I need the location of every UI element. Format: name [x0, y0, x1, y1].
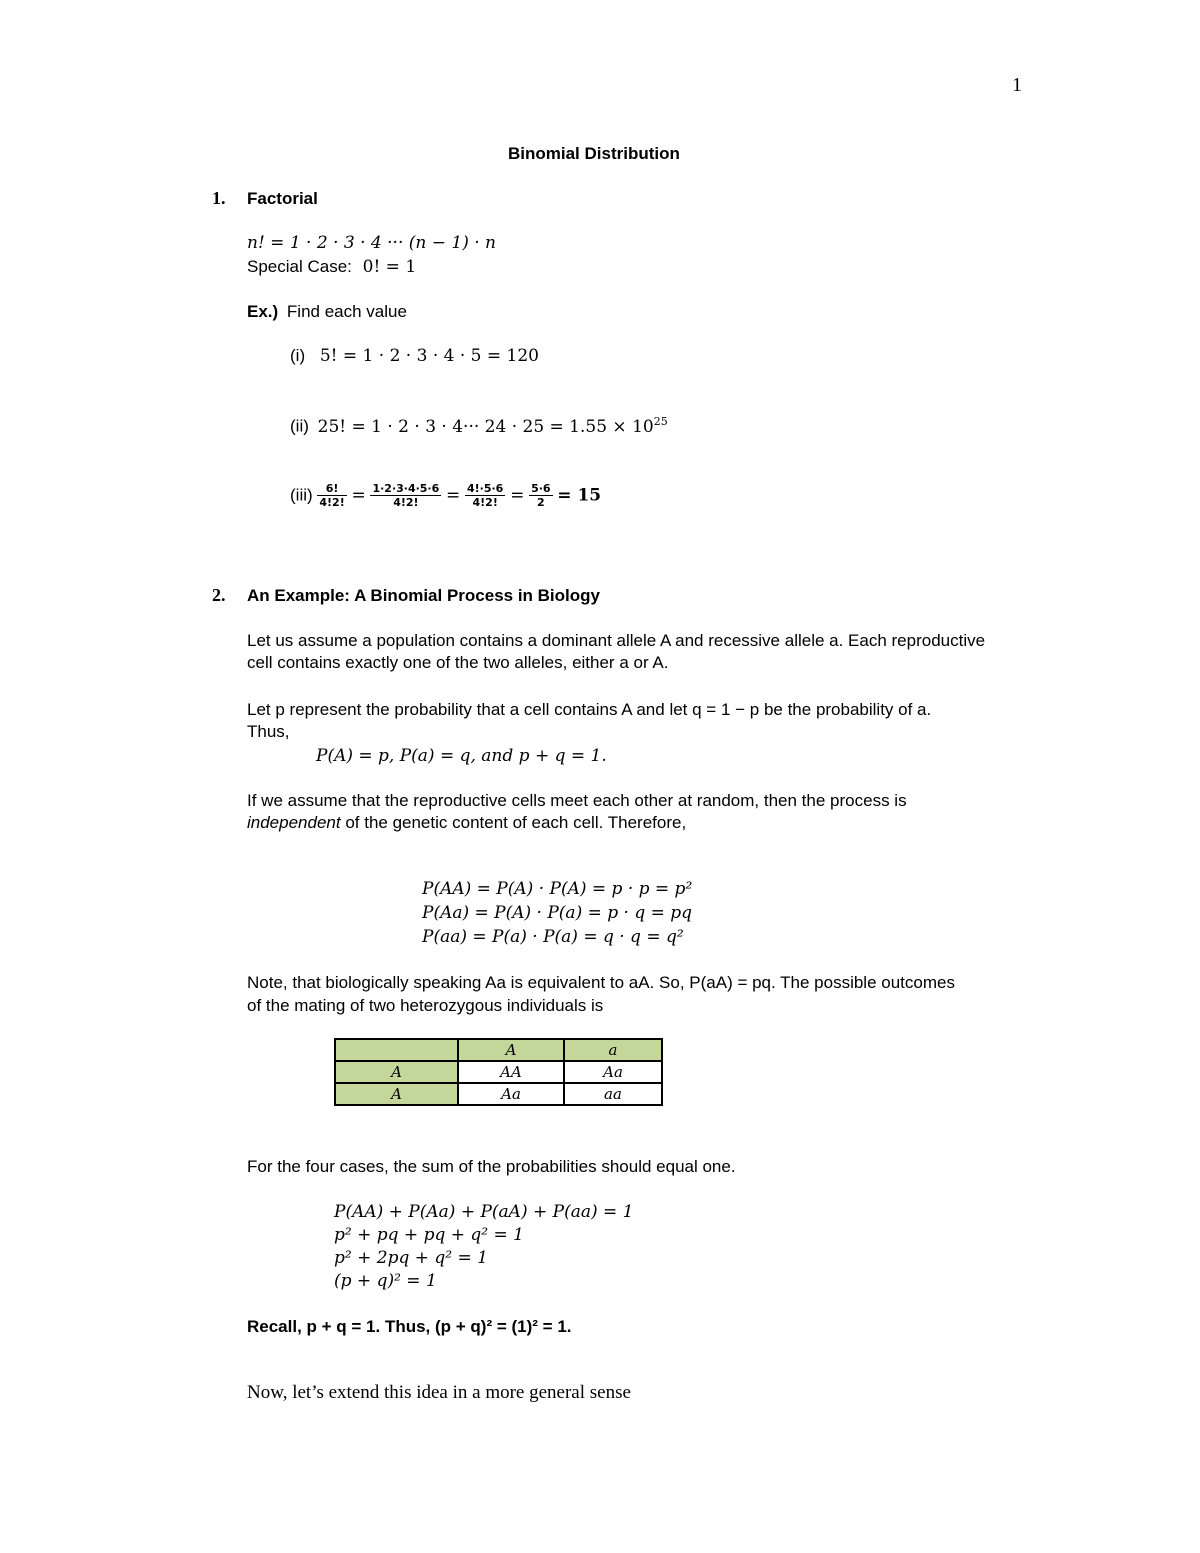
table-cell: AA [458, 1061, 564, 1083]
para3-line2-rest: of the genetic content of each cell. Therefore, [340, 813, 687, 832]
fraction-3: $\frac{4!\cdot 5\cdot 6}{4!2!}$ [467, 482, 504, 509]
table-row [335, 1061, 662, 1083]
example-i-equation: 5! = 1 · 2 · 3 · 4 · 5 = 120 [319, 346, 539, 366]
example-iii [290, 482, 601, 509]
equation-aa: P(aa) = P(a) · P(a) = q · q = q² [422, 927, 684, 947]
punnett-square-table [334, 1038, 663, 1106]
fraction-2: $\frac{1\cdot 2\cdot 3\cdot 4\cdot 5\cdot 6}{4!2!}$ [372, 482, 440, 509]
page-title: Binomial Distribution [508, 144, 680, 163]
section2-number: 2. [212, 585, 226, 605]
equals-sign: = [351, 485, 366, 506]
equals-sign: = [446, 485, 461, 506]
section1-heading: Factorial [247, 189, 318, 208]
closing-line: Now, let’s extend this idea in a more general sense [247, 1382, 631, 1403]
para1-line1: Let us assume a population contains a dominant allele A and recessive allele a. Each reproductive [247, 631, 986, 650]
table-cell: Aa [458, 1083, 564, 1105]
example-i [290, 346, 539, 366]
fraction-1: $\frac{6!}{4!2!}$ [319, 482, 345, 509]
table-header-cell: a [564, 1039, 662, 1061]
sum-equation-1: P(AA) + P(Aa) + P(aA) + P(aa) = 1 [334, 1202, 634, 1222]
example-ii-equation: 25! = 1 · 2 · 3 · 4··· 24 · 25 = 1.55 × 10 [317, 416, 654, 437]
example-ii-exponent: 25 [653, 415, 668, 428]
equals-sign: = [510, 485, 525, 506]
example-label: Ex.) [247, 302, 279, 321]
special-case-value: 0! = 1 [362, 257, 417, 277]
sum-equation-2: p² + pq + pq + q² = 1 [334, 1225, 524, 1245]
example-heading [247, 302, 407, 322]
table-header-cell [335, 1039, 458, 1061]
special-case [247, 257, 416, 277]
fraction-4: $\frac{5\cdot 6}{2}$ [531, 482, 551, 509]
table-row [335, 1039, 662, 1061]
independent-emphasis: independent [247, 813, 341, 832]
sum-text: For the four cases, the sum of the probabilities should equal one. [247, 1157, 736, 1176]
para3-line2 [247, 813, 686, 833]
example-i-label: (i) [290, 346, 306, 365]
table-cell: aa [564, 1083, 662, 1105]
example-ii-label: (ii) [290, 416, 309, 436]
table-cell: Aa [564, 1061, 662, 1083]
equation-Aa: P(Aa) = P(A) · P(a) = p · q = pq [422, 903, 693, 923]
recall-line: Recall, p + q = 1. Thus, (p + q)² = (1)² = 1. [247, 1317, 572, 1336]
example-iii-label: (iii) [290, 485, 313, 505]
example-ii [290, 415, 668, 437]
page-number: 1 [1012, 74, 1022, 96]
probability-equation: P(A) = p, P(a) = q, and p + q = 1. [316, 746, 607, 766]
example-text: Find each value [286, 302, 407, 321]
para2-line2: Thus, [247, 722, 290, 741]
table-row [335, 1083, 662, 1105]
para3-line1: If we assume that the reproductive cells meet each other at random, then the process is [247, 791, 907, 810]
para1-line2: cell contains exactly one of the two alleles, either a or A. [247, 653, 669, 672]
para2-line1: Let p represent the probability that a cell contains A and let q = 1 − p be the probability of a. [247, 700, 932, 719]
note-line2: of the mating of two heterozygous individuals is [247, 996, 604, 1015]
sum-equation-3: p² + 2pq + q² = 1 [334, 1248, 488, 1268]
sum-equation-4: (p + q)² = 1 [334, 1271, 437, 1291]
example-iii-result: = 15 [557, 485, 602, 506]
table-header-cell: A [458, 1039, 564, 1061]
equation-AA: P(AA) = P(A) · P(A) = p · p = p² [422, 879, 693, 899]
note-line1: Note, that biologically speaking Aa is equivalent to aA. So, P(aA) = pq. The possible outcomes [247, 973, 955, 992]
section1-number: 1. [212, 188, 226, 208]
section2-heading: An Example: A Binomial Process in Biology [247, 586, 600, 605]
factorial-definition: n! = 1 · 2 · 3 · 4 ··· (n − 1) · n [247, 233, 496, 253]
table-row-header: A [335, 1083, 458, 1105]
special-case-label: Special Case: [247, 257, 352, 276]
table-row-header: A [335, 1061, 458, 1083]
